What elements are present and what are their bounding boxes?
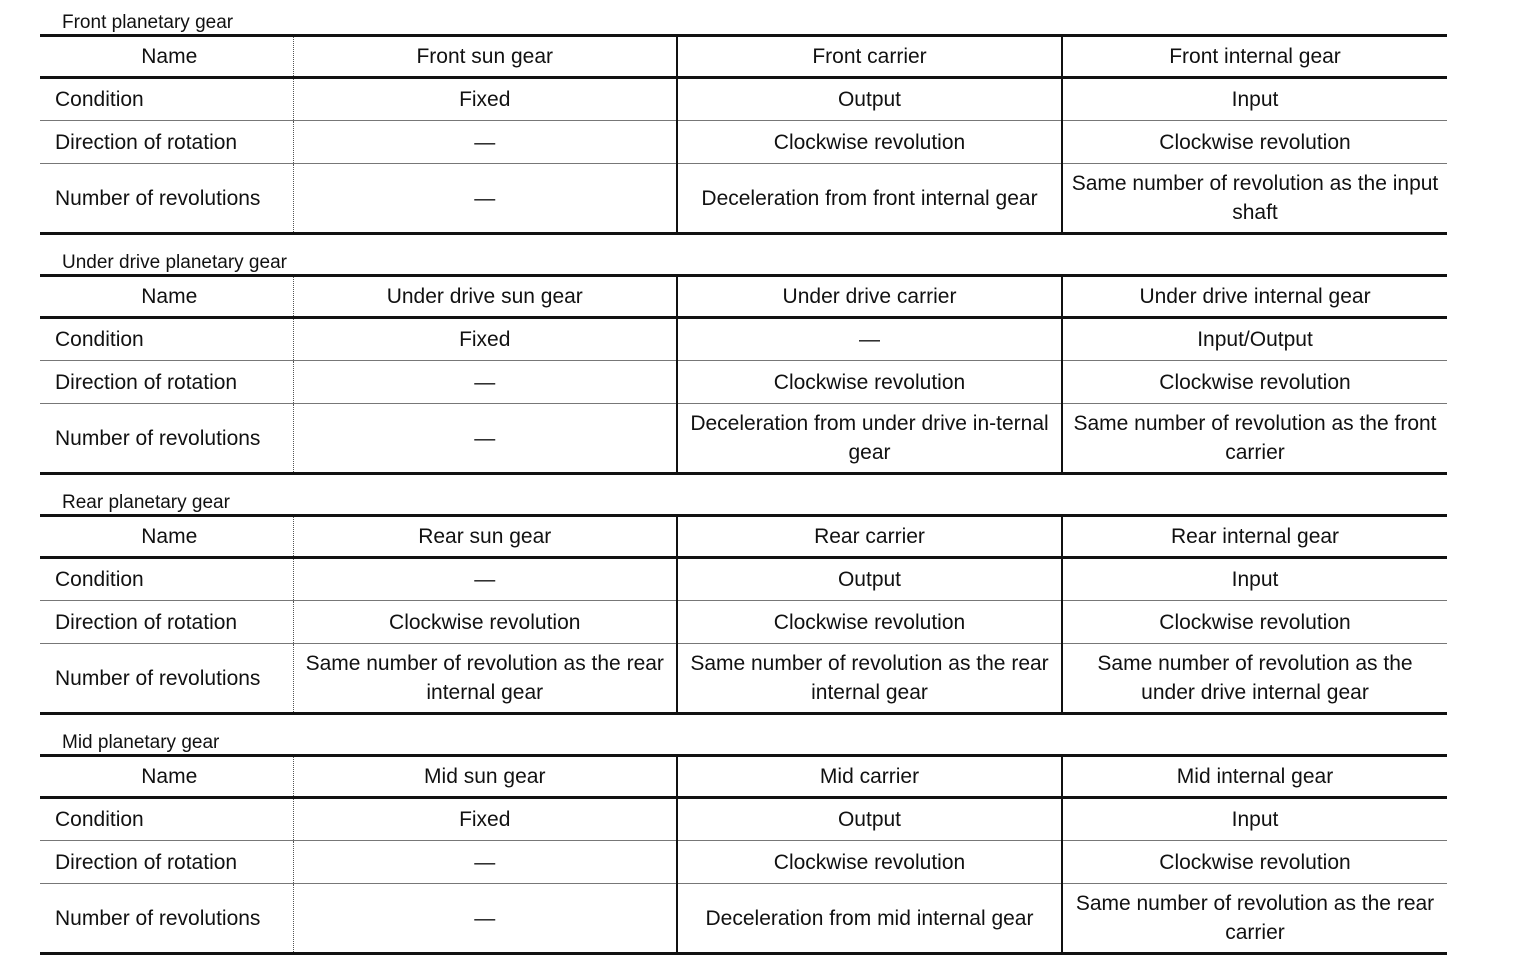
column-header-sun-gear: Under drive sun gear: [293, 276, 677, 318]
header-row: [40, 516, 1447, 558]
name-header: Name: [40, 756, 293, 798]
column-header-sun-gear: Mid sun gear: [293, 756, 677, 798]
table-row-revolutions: [40, 404, 1447, 474]
table-cell: Deceleration from under drive in-ternal gear: [677, 404, 1062, 474]
table-cell: Fixed: [293, 78, 677, 121]
table-cell: Same number of revolution as the under drive internal gear: [1062, 644, 1447, 714]
row-label-direction: Direction of rotation: [40, 121, 293, 164]
section-title: Mid planetary gear: [62, 732, 220, 753]
column-header-carrier: Front carrier: [677, 36, 1062, 78]
table-cell: Input/Output: [1062, 318, 1447, 361]
table-cell: —: [293, 361, 677, 404]
table-cell: Same number of revolution as the rear internal gear: [293, 644, 677, 714]
table-row-direction: [40, 601, 1447, 644]
table-cell: —: [293, 121, 677, 164]
table-row-direction: [40, 121, 1447, 164]
table-cell: Clockwise revolution: [293, 601, 677, 644]
table-cell: Clockwise revolution: [677, 841, 1062, 884]
header-row: [40, 36, 1447, 78]
table-cell: Output: [677, 798, 1062, 841]
row-label-condition: Condition: [40, 318, 293, 361]
table-cell: Input: [1062, 78, 1447, 121]
front-planetary-gear-table: [40, 34, 1447, 235]
table-cell: Clockwise revolution: [1062, 121, 1447, 164]
table-row-direction: [40, 841, 1447, 884]
column-header-internal-gear: Under drive internal gear: [1062, 276, 1447, 318]
column-header-internal-gear: Front internal gear: [1062, 36, 1447, 78]
table-cell: Input: [1062, 798, 1447, 841]
table-cell: Clockwise revolution: [677, 121, 1062, 164]
table-cell: —: [677, 318, 1062, 361]
table-cell: Clockwise revolution: [677, 361, 1062, 404]
row-label-revolutions: Number of revolutions: [40, 644, 293, 714]
column-header-carrier: Mid carrier: [677, 756, 1062, 798]
section-title: Rear planetary gear: [62, 492, 230, 513]
column-header-sun-gear: Rear sun gear: [293, 516, 677, 558]
column-header-sun-gear: Front sun gear: [293, 36, 677, 78]
name-header: Name: [40, 516, 293, 558]
column-header-carrier: Under drive carrier: [677, 276, 1062, 318]
row-label-direction: Direction of rotation: [40, 601, 293, 644]
row-label-revolutions: Number of revolutions: [40, 164, 293, 234]
table-row-condition: [40, 318, 1447, 361]
table-row-direction: [40, 361, 1447, 404]
row-label-revolutions: Number of revolutions: [40, 884, 293, 954]
table-row-revolutions: [40, 164, 1447, 234]
table-cell: Fixed: [293, 798, 677, 841]
table-row-revolutions: [40, 884, 1447, 954]
row-label-condition: Condition: [40, 78, 293, 121]
section-title: Front planetary gear: [62, 12, 234, 33]
header-row: [40, 756, 1447, 798]
column-header-carrier: Rear carrier: [677, 516, 1062, 558]
table-cell: Same number of revolution as the rear internal gear: [677, 644, 1062, 714]
column-header-internal-gear: Rear internal gear: [1062, 516, 1447, 558]
table-cell: Same number of revolution as the input shaft: [1062, 164, 1447, 234]
table-cell: Clockwise revolution: [1062, 841, 1447, 884]
table-cell: Clockwise revolution: [1062, 601, 1447, 644]
table-row-revolutions: [40, 644, 1447, 714]
table-cell: —: [293, 884, 677, 954]
column-header-internal-gear: Mid internal gear: [1062, 756, 1447, 798]
row-label-direction: Direction of rotation: [40, 361, 293, 404]
table-cell: —: [293, 164, 677, 234]
under-drive-planetary-gear-table: [40, 274, 1447, 475]
name-header: Name: [40, 276, 293, 318]
row-label-revolutions: Number of revolutions: [40, 404, 293, 474]
table-cell: Output: [677, 558, 1062, 601]
row-label-condition: Condition: [40, 558, 293, 601]
rear-planetary-gear-table: [40, 514, 1447, 715]
table-cell: Clockwise revolution: [677, 601, 1062, 644]
table-cell: Input: [1062, 558, 1447, 601]
table-cell: —: [293, 558, 677, 601]
table-row-condition: [40, 78, 1447, 121]
table-cell: Same number of revolution as the rear carrier: [1062, 884, 1447, 954]
table-row-condition: [40, 798, 1447, 841]
table-cell: Deceleration from mid internal gear: [677, 884, 1062, 954]
header-row: [40, 276, 1447, 318]
table-row-condition: [40, 558, 1447, 601]
table-cell: Deceleration from front internal gear: [677, 164, 1062, 234]
row-label-condition: Condition: [40, 798, 293, 841]
table-cell: Clockwise revolution: [1062, 361, 1447, 404]
mid-planetary-gear-table: [40, 754, 1447, 955]
section-title: Under drive planetary gear: [62, 252, 287, 273]
table-cell: Output: [677, 78, 1062, 121]
row-label-direction: Direction of rotation: [40, 841, 293, 884]
name-header: Name: [40, 36, 293, 78]
table-cell: —: [293, 404, 677, 474]
table-cell: Same number of revolution as the front carrier: [1062, 404, 1447, 474]
table-cell: Fixed: [293, 318, 677, 361]
table-cell: —: [293, 841, 677, 884]
